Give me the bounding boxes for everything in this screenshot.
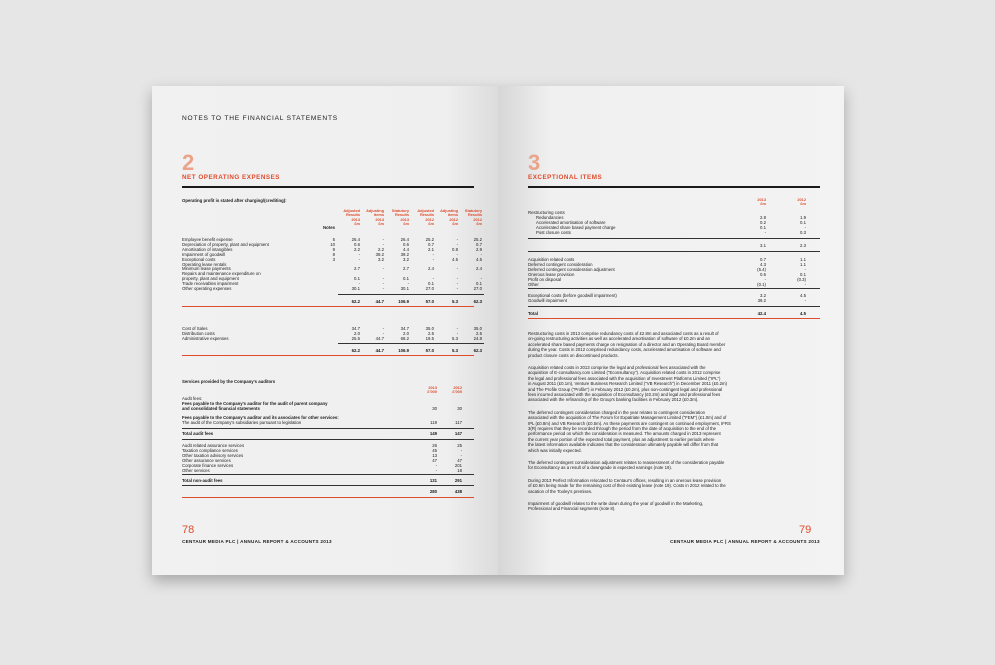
row-label: and consolidated financial statements [182, 406, 260, 411]
page-footer: CENTAUR MEDIA PLC | ANNUAL REPORT & ACCOUNTS 2013 [670, 539, 820, 544]
column-header: 2012 [425, 216, 434, 222]
row-value: - [407, 281, 409, 287]
total-value: 106.9 [398, 298, 409, 304]
column-header: Results [419, 212, 434, 218]
page-header: NOTES TO THE FINANCIAL STATEMENTS [182, 115, 338, 122]
row-label: Minimum lease payments [182, 266, 231, 272]
row-value: 4.3 [760, 261, 766, 267]
intro-text: Operating profit is stated after charging/(crediting): [182, 198, 287, 203]
column-header: Adjusting [366, 208, 384, 213]
column-header: 2012 [797, 197, 806, 202]
section-title: EXCEPTIONAL ITEMS [528, 174, 603, 181]
row-value: 0.8 [452, 246, 458, 252]
row-value: - [456, 330, 458, 336]
note-paragraph: Restructuring costs in 2013 comprise redundancy costs of £2.8m and associated costs as a result of on-going restructuring activities as well as accelerated amortisation of software of £0.2m and an accelerated share based payments charge on resignation of a director and an Operating Board member during the year. Costs in 2012 comprised redundancy costs, accelerated amortisation of software and product closure costs on discontinued products. [528, 331, 726, 358]
row-value: 30 [432, 406, 437, 411]
row-value: - [764, 229, 766, 235]
column-header: 2013 [375, 216, 384, 222]
row-value: 26 [432, 443, 437, 448]
row-label: Distribution costs [182, 330, 215, 336]
row-value: 25.2 [473, 237, 482, 242]
row-label: Other services [182, 467, 210, 473]
row-value: - [382, 286, 384, 291]
row-label: Total audit fees [182, 431, 214, 436]
column-header: 2012 [473, 216, 482, 222]
row-value: - [358, 251, 360, 257]
row-label: Operating lease rentals [182, 261, 227, 267]
row-value: 47 [432, 457, 437, 463]
row-value: 47 [457, 457, 462, 463]
row-value: 13 [432, 452, 437, 458]
row-value: 18 [457, 467, 462, 473]
row-label: The audit of the Company's subsidiaries pursuant to legislation [182, 420, 302, 425]
notes-header: Notes [323, 225, 335, 230]
column-header: Statutory [464, 208, 482, 213]
row-value: (5.4) [757, 266, 766, 272]
row-value: 68.2 [400, 335, 409, 341]
row-value: - [432, 256, 434, 262]
total-value: 62.3 [473, 298, 482, 304]
row-rule [182, 485, 474, 486]
column-header: £m [354, 221, 360, 227]
section-rule [182, 186, 474, 188]
note-paragraph: The deferred contingent consideration adjustment relates to reassessment of the consideration payable for Econsultancy as a result of a downgrade in expected earnings (note 19). [528, 460, 725, 471]
row-value: 4.4 [403, 246, 409, 252]
row-value: 2.2 [378, 246, 384, 252]
row-value: 1.1 [800, 257, 806, 262]
row-rule [182, 439, 474, 440]
row-value: 2.1 [428, 246, 434, 252]
column-header: Results [394, 212, 409, 218]
column-header: 2013 [351, 216, 360, 222]
page-number: 78 [182, 524, 195, 536]
column-header: £m [428, 221, 434, 227]
row-value: 30.1 [400, 286, 409, 291]
column-header: £m [800, 201, 806, 207]
row-value: - [435, 462, 437, 468]
row-value: 291 [454, 478, 462, 484]
row-value: - [456, 237, 458, 242]
column-header: £m [403, 221, 409, 227]
row-label: Audit related assurance services [182, 443, 245, 448]
row-value: 39.2 [757, 298, 766, 304]
total-value: 4.5 [800, 311, 806, 317]
row-value: 35.0 [425, 326, 434, 331]
column-header: Results [345, 212, 360, 218]
row-value: 3.2 [378, 256, 384, 262]
row-value: 27.0 [425, 286, 434, 291]
row-label: Accelerated amortisation of software [536, 219, 606, 225]
row-value: - [804, 298, 806, 304]
row-value: 2.7 [354, 266, 360, 272]
page-footer: CENTAUR MEDIA PLC | ANNUAL REPORT & ACCOUNTS 2013 [182, 539, 332, 544]
row-value: 0.1 [800, 271, 806, 277]
row-value: - [382, 330, 384, 336]
row-note: 10 [330, 241, 335, 247]
row-note: 9 [332, 246, 335, 252]
row-value: 0.1 [428, 281, 434, 287]
row-label: Post closure costs [536, 229, 571, 235]
row-value: 34.7 [400, 326, 409, 331]
column-header: £m [476, 221, 482, 227]
total-value: 62.2 [351, 347, 360, 353]
row-value: - [460, 447, 462, 453]
row-value: - [480, 251, 482, 257]
row-value: 0.6 [760, 271, 766, 277]
row-note: 8 [332, 251, 335, 257]
row-value: - [456, 276, 458, 282]
row-value: 30 [457, 406, 462, 411]
audit-fees-label: Audit fees: [182, 396, 203, 401]
row-value: - [456, 286, 458, 291]
section-number: 2 [182, 150, 195, 175]
row-value: 30.1 [351, 286, 360, 291]
total-value: 280 [429, 489, 437, 495]
row-label: Cost of Sales [182, 326, 208, 331]
subtotal-rule [338, 343, 484, 344]
note-paragraph: The deferred contingent consideration charged in the year relates to contingent consideration associated with the acquisition of The Forum for Expatriate Management Limited ("FEM") (£1.0m) and of IPL (£0.8m) and VB Research (£0.5m). As these payments are contingent on continued employment, IFRS 3(R) requires that they be recorded through the period from the date of acquisition to the end of the performance period on which the consideration is measured. The amounts charged in 2013 represent the current year portion of the expected total payment, plus an adjustment to earlier periods where the latest information available indicates that the consideration ultimately payable will differ from that which was initially expected. [528, 409, 731, 453]
row-value: 27.0 [473, 286, 482, 291]
total-value: 62.3 [473, 347, 482, 353]
row-value: 25.2 [425, 237, 434, 242]
row-label: Onerous lease provision [528, 271, 575, 277]
row-value: 39.2 [375, 251, 384, 257]
total-value: 42.4 [757, 311, 766, 317]
row-value: - [358, 281, 360, 287]
row-value: 2.7 [403, 266, 409, 272]
right-page [498, 86, 844, 575]
row-value: 131 [429, 478, 437, 484]
column-header: £m [760, 201, 766, 207]
row-value: - [804, 281, 806, 287]
row-value: 2.4 [428, 266, 434, 272]
row-value: - [456, 251, 458, 257]
row-value: - [804, 224, 806, 230]
row-rule [182, 474, 474, 475]
column-header: Adjusting [440, 208, 458, 213]
row-value: 4.5 [476, 256, 482, 262]
column-header: £'000 [452, 389, 462, 395]
row-value: 4.5 [452, 256, 458, 262]
row-label: Corporate finance services [182, 462, 234, 468]
total-rule [182, 355, 474, 356]
row-rule [528, 288, 820, 289]
row-rule [182, 428, 474, 429]
row-label: Administrative expenses [182, 335, 229, 341]
row-value: - [382, 241, 384, 247]
row-value: - [432, 276, 434, 282]
row-value: - [382, 276, 384, 282]
row-value: 0.1 [403, 276, 409, 282]
row-label: Amortisation of intangibles [182, 246, 233, 252]
row-value: - [382, 281, 384, 287]
row-label: Accelerated share based payment charge [536, 224, 616, 230]
row-label: Repairs and maintenance expenditure on [182, 271, 261, 277]
row-value: 26.4 [400, 237, 409, 242]
row-label: Deferred contingent consideration adjustment [528, 266, 615, 272]
row-value: 0.1 [760, 224, 766, 230]
total-value: 438 [454, 489, 462, 495]
row-rule [528, 238, 820, 239]
row-label: Taxation compliance services [182, 447, 238, 453]
row-value: 0.2 [760, 219, 766, 225]
auditors-title: Services provided by the Company's auditors [182, 379, 276, 384]
row-label: Impairment of goodwill [182, 251, 225, 257]
row-value: 39.2 [400, 251, 409, 257]
row-label: Trade receivables impairment [182, 281, 239, 287]
row-value: 0.1 [476, 281, 482, 287]
row-label: Other taxation advisory services [182, 452, 244, 458]
row-rule [528, 306, 820, 307]
row-value: 2.5 [428, 330, 434, 336]
column-header: items [447, 212, 458, 218]
row-value: 2.9 [476, 246, 482, 252]
row-value: (0.1) [757, 281, 766, 287]
row-value: - [382, 237, 384, 242]
total-value: 57.0 [425, 298, 434, 304]
row-value: - [804, 266, 806, 272]
row-label: Fees payable to the Company's auditor and its associates for other services: [182, 415, 339, 420]
row-label: Total [528, 311, 538, 317]
row-value: 0.7 [760, 257, 766, 262]
row-value: 1.9 [800, 214, 806, 220]
row-value: 0.3 [800, 229, 806, 235]
row-value: 0.6 [354, 241, 360, 247]
row-value: 119 [430, 420, 437, 425]
row-value: 2.0 [403, 330, 409, 336]
row-label: Restructuring costs [528, 210, 565, 215]
row-value: 19.5 [425, 335, 434, 341]
row-value: 2.2 [354, 246, 360, 252]
document-spread [152, 86, 844, 575]
row-label: Other [528, 281, 539, 287]
row-value: 2.8 [760, 214, 766, 220]
row-label: Acquisition related costs [528, 257, 575, 262]
column-header: Adjusted [417, 208, 434, 213]
column-header: £'000 [427, 389, 437, 395]
row-label: Exceptional costs (before goodwill impairment) [528, 293, 617, 299]
note-paragraph: During 2013 Perfect Information relocated to Centaur's offices, resulting in an onerous lease provision of £0.6m being made for the remaining cost of their existing lease (note 19). Costs in 2012 related to the vacation of the Tooley's premises. [528, 477, 726, 494]
row-value: 45 [432, 447, 437, 453]
row-value: 4.5 [800, 293, 806, 299]
row-label: Goodwill impairment [528, 298, 567, 304]
note-paragraph: Acquisition related costs in 2013 comprise the legal and professional fees associated with the acquisition of E-consultancy.com Limited ("Econsultancy"). Acquisition related costs in 2012 comprise the legal and professional fees associated with the acquisition of Investment Platforms Limited ("IPL") in August 2011 (£0.1m), Venture Business Research Limited ("VB Research") in December 2011 (£0.2m) and The Profile Group ("Profile") in February 2012 (£0.2m), plus non-contingent legal and professional fees incurred associated with the acquisition of Econsultancy (£0.2m) and legal and professional fees associated with the refinancing of the Group's banking facilities in February 2012 (£0.3m). [528, 365, 727, 403]
row-label: Total non-audit fees [182, 478, 223, 484]
row-label: Other operating expenses [182, 286, 232, 291]
row-note: 3 [332, 256, 335, 262]
row-value: 2.4 [476, 266, 482, 272]
row-label: Employee benefit expense [182, 237, 233, 242]
column-header: 2013 [428, 385, 437, 390]
row-value: 3.2 [760, 293, 766, 299]
row-value: 1.1 [800, 261, 806, 267]
row-value: 5.3 [452, 335, 458, 341]
row-rule [528, 251, 820, 252]
total-value: 62.2 [351, 298, 360, 304]
column-header: £m [378, 221, 384, 227]
section-number: 3 [528, 150, 541, 175]
column-header: 2012 [453, 385, 462, 390]
row-label: Depreciation of property, plant and equipment [182, 241, 269, 247]
column-header: £m [452, 221, 458, 227]
row-value: 26.4 [351, 237, 360, 242]
row-value: 0.1 [354, 276, 360, 282]
total-value: 5.3 [452, 347, 458, 353]
row-value: 34.7 [351, 326, 360, 331]
row-value: 147 [454, 431, 462, 436]
row-note: 5 [332, 237, 335, 242]
column-header: 2013 [757, 197, 766, 202]
row-value: 3.1 [760, 242, 766, 248]
note-paragraph: Impairment of goodwill relates to the write down during the year of goodwill in the Marketing, Professional and Financial segments (note 8). [528, 501, 704, 512]
row-value: 44.7 [375, 335, 384, 341]
row-value: 25.5 [351, 335, 360, 341]
left-page [152, 86, 498, 575]
row-value: 35.0 [473, 326, 482, 331]
row-label: Exceptional costs [182, 256, 216, 262]
row-value: 2.0 [354, 330, 360, 336]
row-value: 149 [429, 431, 437, 436]
row-label: property, plant and equipment [182, 276, 239, 282]
row-value: - [382, 326, 384, 331]
total-rule [182, 497, 474, 498]
row-value: 0.7 [476, 241, 482, 247]
row-label: Fees payable to the Company's auditor for the audit of parent company [182, 401, 328, 406]
column-header: 2013 [400, 216, 409, 222]
row-value: - [764, 276, 766, 282]
row-value: - [382, 266, 384, 272]
row-value: (0.3) [797, 276, 806, 282]
subtotal-rule [338, 294, 484, 295]
column-header: items [373, 212, 384, 218]
row-value: 117 [455, 420, 462, 425]
row-value: - [435, 467, 437, 473]
column-header: 2012 [449, 216, 458, 222]
row-value: - [480, 276, 482, 282]
total-value: 106.9 [398, 347, 409, 353]
row-label: Deferred contingent consideration [528, 261, 593, 267]
row-value: - [432, 251, 434, 257]
row-value: 0.6 [403, 241, 409, 247]
total-value: 44.7 [375, 298, 384, 304]
row-value: - [456, 326, 458, 331]
row-value: 25 [457, 443, 462, 448]
page-number: 79 [799, 524, 812, 536]
total-rule [182, 306, 474, 307]
row-value: 0.7 [428, 241, 434, 247]
row-value: 24.8 [473, 335, 482, 341]
row-value: 3.2 [403, 256, 409, 262]
row-value: 201 [454, 462, 462, 468]
row-label: Redundancies [536, 214, 564, 220]
row-value: - [456, 281, 458, 287]
row-value: 2.5 [476, 330, 482, 336]
row-value: - [358, 256, 360, 262]
column-header: Adjusted [343, 208, 360, 213]
total-value: 44.7 [375, 347, 384, 353]
row-value: - [460, 452, 462, 458]
row-value: - [456, 241, 458, 247]
total-value: 5.3 [452, 298, 458, 304]
column-header: Results [467, 212, 482, 218]
row-value: 0.1 [800, 219, 806, 225]
column-header: Statutory [391, 208, 409, 213]
row-label: Profit on disposal [528, 276, 561, 282]
row-value: 2.3 [800, 242, 806, 248]
total-rule [528, 318, 820, 319]
row-label: Other assurance services [182, 457, 231, 463]
section-rule [528, 186, 820, 188]
row-value: - [456, 266, 458, 272]
total-value: 57.0 [425, 347, 434, 353]
section-title: NET OPERATING EXPENSES [182, 174, 281, 181]
